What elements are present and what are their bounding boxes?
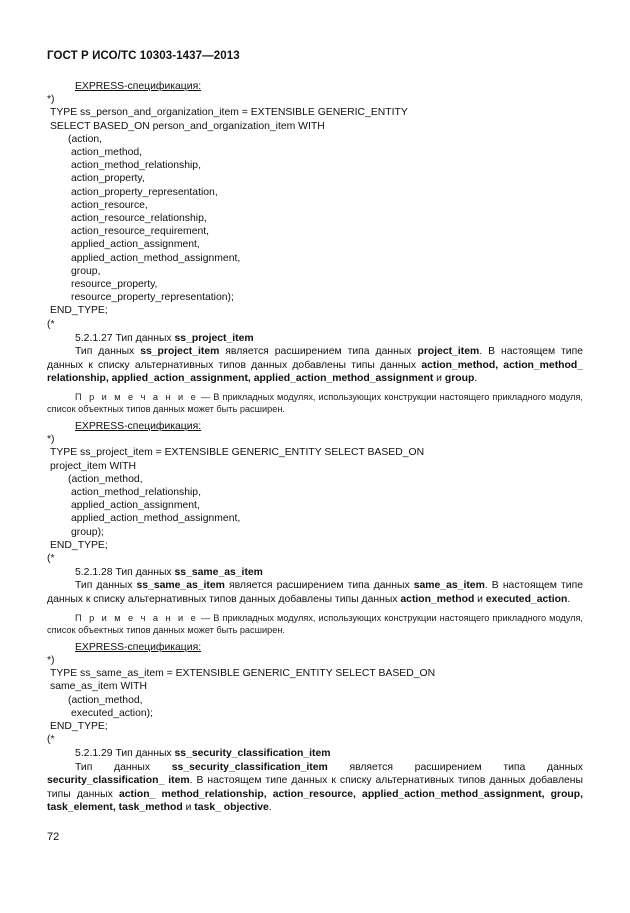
end-type: END_TYPE;	[50, 721, 108, 733]
select-item: (action_method,	[68, 473, 143, 485]
select-item: action_method_relationship,	[71, 160, 201, 172]
end-type: END_TYPE;	[50, 539, 108, 551]
select-item: action_resource,	[71, 199, 148, 211]
select-item: action_property_representation,	[71, 186, 218, 198]
comment-open: (*	[47, 553, 55, 565]
select-item: group);	[71, 526, 104, 538]
document-header: ГОСТ Р ИСО/ТС 10303-1437—2013	[47, 50, 240, 62]
select-item: action_method,	[71, 147, 143, 159]
select-item: executed_action);	[71, 707, 154, 719]
select-item: applied_action_method_assignment,	[71, 252, 241, 264]
select-item: action_method_relationship,	[71, 487, 201, 499]
comment-open: (*	[47, 318, 55, 330]
select-item: applied_action_assignment,	[71, 239, 200, 251]
comment-close: *)	[47, 434, 55, 446]
select-item: applied_action_method_assignment,	[71, 513, 241, 525]
type-declaration: TYPE ss_project_item = EXTENSIBLE GENERIC_ENTITY SELECT BASED_ON	[50, 447, 425, 459]
comment-open: (*	[47, 734, 55, 746]
select-clause: project_item WITH	[50, 460, 137, 472]
select-item: (action,	[68, 133, 103, 145]
select-item: resource_property_representation);	[71, 292, 234, 304]
section-heading: 5.2.1.27 Тип данных ss_project_item	[75, 332, 254, 344]
select-item: applied_action_assignment,	[71, 500, 200, 512]
section-paragraph: Тип данных ss_security_classification_item является расширением типа данных security_classification_ item. В настоящем типе данных к списку альтернативных типов данных добавлены типы данных action_ method_relationship, action_resource, applied_action_method_assignment, group, task_element, task_method и task_ objective.	[47, 761, 583, 814]
section-heading: 5.2.1.28 Тип данных ss_same_as_item	[75, 567, 263, 579]
select-item: action_property,	[71, 173, 145, 185]
select-item: group,	[71, 265, 101, 277]
type-declaration: TYPE ss_same_as_item = EXTENSIBLE GENERIC_ENTITY SELECT BASED_ON	[50, 668, 436, 680]
section-paragraph: Тип данных ss_project_item является расширением типа данных project_item. В настоящем типе данных к списку альтернативных типов данных добавлены типы данных action_method, action_method_ relationship, applied_action_assignment, applied_action_method_assignment и group.	[47, 346, 584, 385]
express-spec-label: EXPRESS-спецификация:	[75, 81, 202, 92]
select-item: resource_property,	[71, 279, 158, 291]
page-number: 72	[47, 831, 60, 843]
section-paragraph: Тип данных ss_same_as_item является расширением типа данных same_as_item. В настоящем типе данных к списку альтернативных типов данных добавлены типы данных action_method и executed_action.	[47, 580, 584, 606]
select-item: action_resource_relationship,	[71, 213, 207, 225]
type-declaration: TYPE ss_person_and_organization_item = EXTENSIBLE GENERIC_ENTITY	[50, 107, 408, 119]
note: П р и м е ч а н и е — В прикладных модулях, использующих конструкции настоящего прикладного модуля, список объектных типов данных может быть расширен.	[47, 391, 583, 415]
select-item: (action_method,	[68, 694, 143, 706]
document-body	[47, 80, 583, 815]
select-item: action_resource_requirement,	[71, 226, 210, 238]
comment-close: *)	[47, 94, 55, 106]
note: П р и м е ч а н и е — В прикладных модулях, использующих конструкции настоящего прикладного модуля, список объектных типов данных может быть расширен.	[47, 612, 583, 636]
select-clause: same_as_item WITH	[50, 681, 148, 693]
end-type: END_TYPE;	[50, 305, 108, 317]
select-clause: SELECT BASED_ON person_and_organization_item WITH	[50, 120, 325, 132]
express-spec-label: EXPRESS-спецификация:	[75, 641, 202, 653]
express-spec-label: EXPRESS-спецификация:	[75, 421, 202, 433]
comment-close: *)	[47, 655, 55, 667]
section-heading: 5.2.1.29 Тип данных ss_security_classification_item	[75, 748, 331, 760]
